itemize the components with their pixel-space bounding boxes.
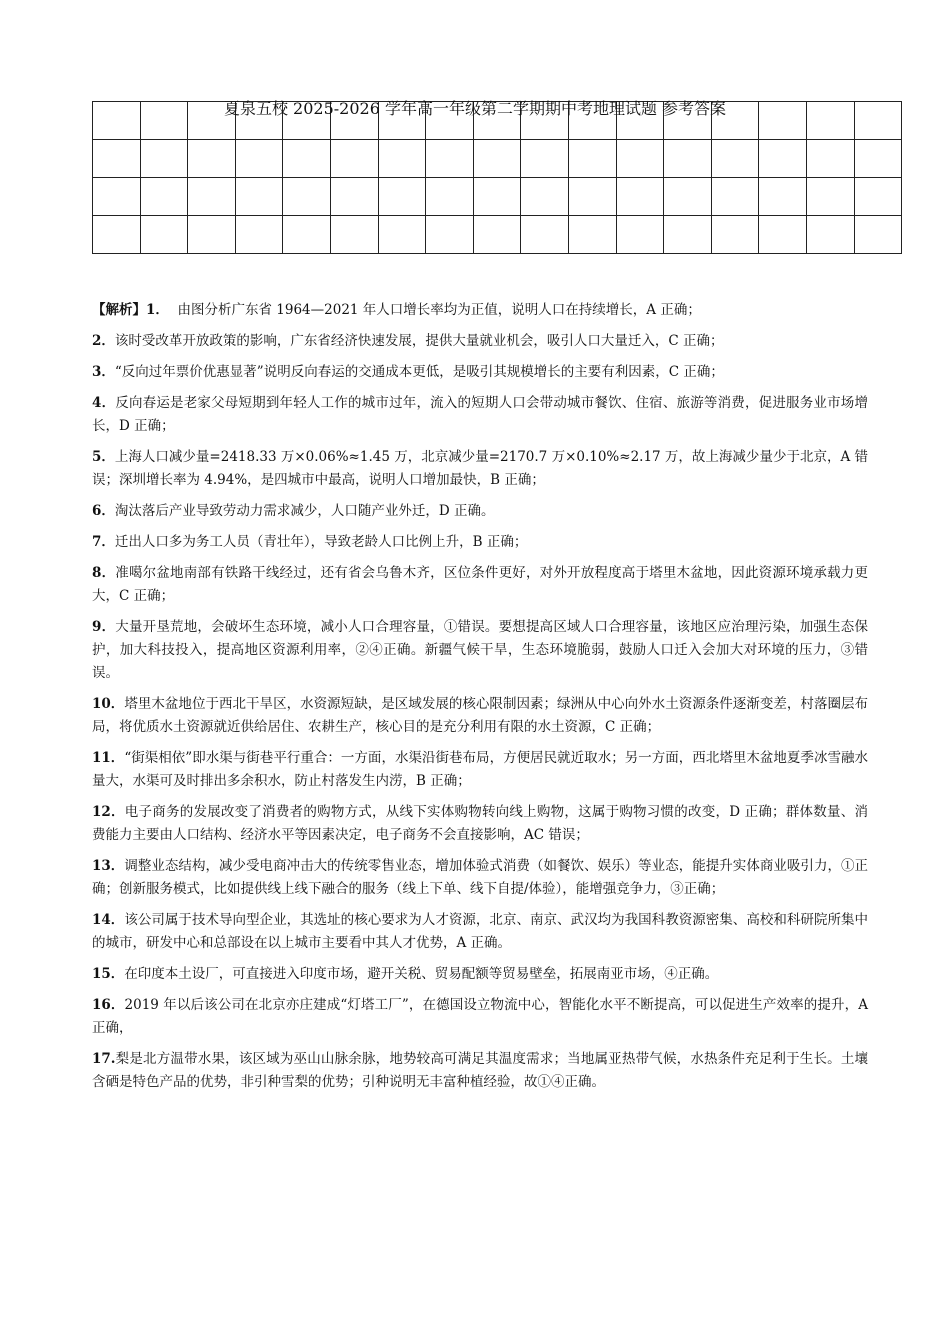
grid-cell [330, 140, 378, 178]
grid-cell [521, 216, 569, 254]
grid-cell [664, 178, 712, 216]
grid-cell [664, 140, 712, 178]
analysis-item [92, 994, 868, 1040]
grid-cell [93, 140, 141, 178]
item-number: 15． [92, 966, 125, 982]
grid-cell [283, 178, 331, 216]
item-text: 大量开垦荒地，会破坏生态环境，减小人口合理容量，①错误。要想提高区域人口合理容量，该地区应治理污染，加强生态保护，加大科技投入，提高地区资源利用率，②④正确。新疆气候干旱，生态环境脆弱，鼓励人口迁入会加大对环境的压力，③错误。 [92, 619, 868, 681]
grid-cell [664, 216, 712, 254]
grid-cell [93, 216, 141, 254]
item-number: 3． [92, 364, 115, 380]
grid-cell [711, 140, 759, 178]
grid-cell [854, 178, 902, 216]
item-number: 13． [92, 858, 125, 874]
analysis-item [92, 616, 868, 685]
item-text: 上海人口减少量=2418.33 万×0.06%≈1.45 万，北京减少量=2170.7 万×0.10%≈2.17 万，故上海减少量少于北京，A 错误；深圳增长率为 4.94%，是四城市中最高，说明人口增加最快，B 正确； [92, 449, 868, 488]
item-text: 迁出人口多为务工人员（青壮年），导致老龄人口比例上升，B 正确； [114, 534, 528, 550]
grid-cell [426, 216, 474, 254]
grid-cell [330, 216, 378, 254]
grid-cell [140, 178, 188, 216]
item-number: 8． [92, 565, 116, 581]
item-text: 调整业态结构，减少受电商冲击大的传统零售业态，增加体验式消费（如餐饮、娱乐）等业态，能提升实体商业吸引力，①正确；创新服务模式，比如提供线上线下融合的服务（线上下单、线下自提/体验），能增强竞争力，③正确； [92, 858, 869, 897]
grid-cell [283, 140, 331, 178]
analysis-item [92, 963, 868, 986]
analysis-item [92, 801, 868, 847]
analysis-item [92, 299, 868, 322]
item-text: 该公司属于技术导向型企业，其选址的核心要求为人才资源，北京、南京、武汉均为我国科教资源密集、高校和科研院所集中的城市，研发中心和总部设在以上城市主要看中其人才优势，A 正确。 [92, 912, 869, 951]
grid-cell [806, 140, 854, 178]
item-number: 4． [92, 395, 116, 411]
grid-cell [330, 178, 378, 216]
analysis-item [92, 392, 868, 438]
grid-cell [188, 178, 236, 216]
grid-cell [235, 178, 283, 216]
grid-cell [473, 216, 521, 254]
grid-cell [568, 140, 616, 178]
grid-cell [616, 178, 664, 216]
grid-cell [759, 140, 807, 178]
analysis-item [92, 693, 868, 739]
analysis-item [92, 500, 868, 523]
grid-cell [854, 216, 902, 254]
analysis-prefix: 【解析】 [92, 302, 146, 318]
item-number: 2． [92, 333, 115, 349]
grid-cell [568, 178, 616, 216]
analysis-item [92, 531, 868, 554]
item-text: “街渠相依”即水渠与街巷平行重合：一方面，水渠沿街巷布局，方便居民就近取水；另一方面，西北塔里木盆地夏季冰雪融水量大，水渠可及时排出多余积水，防止村落发生内涝，B 正确； [92, 750, 868, 789]
grid-cell [235, 216, 283, 254]
item-number: 10． [92, 696, 125, 712]
grid-row [93, 178, 902, 216]
analysis-item [92, 909, 868, 955]
item-text: 淘汰落后产业导致劳动力需求减少，人口随产业外迁，D 正确。 [114, 503, 495, 519]
grid-cell [378, 140, 426, 178]
item-text: 梨是北方温带水果，该区域为巫山山脉余脉，地势较高可满足其温度需求；当地属亚热带气候，水热条件充足利于生长。土壤含硒是特色产品的优势，非引种雪梨的优势；引种说明无丰富种植经验，故①④正确。 [92, 1051, 868, 1090]
grid-cell [426, 140, 474, 178]
grid-row [93, 216, 902, 254]
grid-cell [426, 178, 474, 216]
item-text: 电子商务的发展改变了消费者的购物方式，从线下实体购物转向线上购物，这属于购物习惯的改变，D 正确；群体数量、消费能力主要由人口结构、经济水平等因素决定，电子商务不会直接影响，AC 错误； [92, 804, 868, 843]
analysis-item [92, 747, 868, 793]
item-number: 11． [92, 750, 125, 766]
grid-row [93, 140, 902, 178]
item-text: 准噶尔盆地南部有铁路干线经过，还有省会乌鲁木齐，区位条件更好，对外开放程度高于塔里木盆地，因此资源环境承载力更大，C 正确； [92, 565, 868, 604]
item-number: 12． [92, 804, 125, 820]
grid-cell [188, 140, 236, 178]
grid-cell [806, 216, 854, 254]
analysis-item [92, 361, 868, 384]
grid-cell [521, 140, 569, 178]
item-text: 在印度本土设厂，可直接进入印度市场，避开关税、贸易配额等贸易壁垒，拓展南亚市场，④正确。 [124, 966, 719, 982]
analysis-item [92, 562, 868, 608]
grid-cell [93, 178, 141, 216]
item-text: 塔里木盆地位于西北干旱区，水资源短缺，是区域发展的核心限制因素；绿洲从中心向外水土资源条件逐渐变差，村落圈层布局，将优质水土资源就近供给居住、农耕生产，核心目的是充分利用有限的水土资源，C 正确； [92, 696, 869, 735]
item-text: 反向春运是老家父母短期到年轻人工作的城市过年，流入的短期人口会带动城市餐饮、住宿、旅游等消费，促进服务业市场增长，D 正确； [92, 395, 868, 434]
item-number: 17. [92, 1051, 116, 1067]
analysis-item [92, 330, 868, 353]
grid-cell [283, 216, 331, 254]
grid-cell [568, 216, 616, 254]
item-number: 7． [92, 534, 115, 550]
grid-cell [711, 216, 759, 254]
grid-cell [759, 178, 807, 216]
item-number: 6． [92, 503, 115, 519]
item-number: 9． [92, 619, 116, 635]
item-text: “反向过年票价优惠显著”说明反向春运的交通成本更低，是吸引其规模增长的主要有利因素，C 正确； [114, 364, 724, 380]
grid-cell [616, 140, 664, 178]
item-number: 14． [92, 912, 125, 928]
analysis-section [92, 299, 868, 1102]
grid-cell [378, 178, 426, 216]
analysis-item [92, 446, 868, 492]
analysis-item [92, 1048, 868, 1094]
grid-cell [140, 140, 188, 178]
grid-cell [473, 140, 521, 178]
grid-cell [806, 178, 854, 216]
grid-cell [759, 216, 807, 254]
item-text: 2019 年以后该公司在北京亦庄建成“灯塔工厂”，在德国设立物流中心，智能化水平不断提高，可以促进生产效率的提升，A 正确， [92, 997, 868, 1036]
grid-cell [521, 178, 569, 216]
grid-cell [711, 178, 759, 216]
page-title: 夏泉五校 2025-2026 学年高一年级第二学期期中考地理试题 参考答案 [223, 99, 727, 118]
grid-cell [188, 216, 236, 254]
grid-cell [378, 216, 426, 254]
item-text: 该时受改革开放政策的影响，广东省经济快速发展，提供大量就业机会，吸引人口大量迁入，C 正确； [114, 333, 724, 349]
item-number: 1． [146, 302, 169, 318]
grid-cell [140, 216, 188, 254]
analysis-item [92, 855, 868, 901]
grid-cell [473, 178, 521, 216]
item-number: 5． [92, 449, 115, 465]
item-text: 由图分析广东省 1964—2021 年人口增长率均为正值，说明人口在持续增长，A 正确； [177, 302, 701, 318]
grid-cell [235, 140, 283, 178]
answer-grid [92, 101, 902, 254]
grid-cell [854, 140, 902, 178]
item-number: 16． [92, 997, 125, 1013]
grid-cell [616, 216, 664, 254]
